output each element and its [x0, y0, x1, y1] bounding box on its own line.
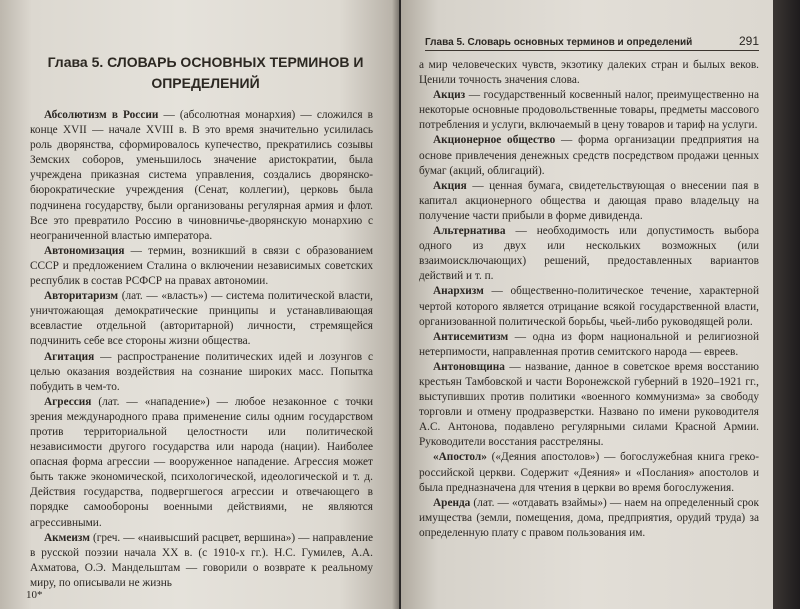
dictionary-entry — [419, 88, 759, 133]
entry-term: Авторитаризм — [44, 290, 119, 303]
footer-signature-mark: 10* — [26, 589, 43, 601]
entry-definition: (лат. — «власть») — система политической власти, уничтожающая демократические принципы и устанавливающая всевластие отдельной (авторитарной) личности, стремящейся подчинить себе все стороны жизни общества. — [30, 290, 373, 348]
entry-definition: — государственный косвенный налог, преимущественно на некоторые основные продовольственные товары, предметы массового потребления и услуги, включаемый в цену товаров и тариф на услуги. — [419, 89, 759, 132]
dictionary-entry — [419, 133, 759, 178]
dictionary-entry — [419, 284, 759, 329]
entry-definition: — форма организации предприятия на основе привлечения денежных средств посредством продажи ценных бумаг (акций, облигаций). — [419, 134, 759, 177]
right-entries — [419, 58, 759, 541]
entry-term: Агрессия — [44, 395, 92, 408]
dictionary-entry — [419, 360, 759, 451]
dictionary-entry — [419, 58, 759, 88]
entry-term: Акционерное общество — [433, 134, 556, 147]
entry-definition: — название, данное в советское время восстанию крестьян Тамбовской и части Воронежской губерний в 1920–1921 гг., выступивших против политики «военного коммунизма» за свободу торговли и отмену продразверстки. Названо по имени руководителя А.С. Антонова, подавлено регулярными силами Красной Армии. Руководители восстания расстреляны. — [419, 360, 759, 449]
entry-term: Анархизм — [433, 285, 484, 298]
entry-term: Аренда — [433, 496, 471, 509]
entry-definition: — (абсолютная монархия) — сложился в конце XVII — начале XVIII в. В это время значительно усилилась роль дворянства, сформировалось купечество, прекратились созывы Земских соборов, уменьшилось значение аристократии, была учреждена приказная система управления, создались дворянско-бюрократические учреждения (Сенат, коллегии), церковь была подчинена государству, были организованы регулярная армия и флот. Все это превратило Россию в чиновничье-дворянскую монархию с неограниченной властью императора. — [30, 109, 374, 242]
page-edge — [773, 0, 800, 609]
entry-definition: а мир человеческих чувств, экзотику далеких стран и былых веков. Ценили точность значения слова. — [419, 59, 759, 87]
entry-definition: (лат. — «нападение») — любое незаконное с точки зрения международного права применение силы одним государством против территориальной целостности или политической независимости другого государства или народа (нации). Наиболее опасная форма агрессии — вооруженное нападение. Агрессия может быть также экономической, психологической, идеологической и т. д. Действия государства, подвергшегося агрессии и отвечающего в порядке самообороны военными действиями, не являются агрессивными. — [30, 395, 373, 529]
entry-term: Антоновщина — [433, 360, 505, 373]
dictionary-entry — [30, 108, 373, 244]
entry-term: Агитация — [44, 350, 95, 363]
dictionary-entry — [30, 244, 373, 289]
entry-definition: (лат. — «отдавать взаймы») — наем на определенный срок имущества (земли, помещения, дома, предприятия, орудий труда) за определенную плату с правом пользования им. — [419, 496, 759, 539]
entry-term: Акциз — [433, 89, 466, 102]
dictionary-entry — [30, 395, 373, 531]
left-page — [0, 0, 399, 609]
dictionary-entry — [30, 531, 373, 591]
entry-definition: («Деяния апостолов») — богослужебная книга греко-российской церкви. Содержит «Деяния» и «Послания» апостолов и была предназначена для чтения в церкви во время богослужения. — [419, 451, 759, 494]
left-entries — [30, 108, 373, 591]
right-page — [401, 0, 773, 609]
entry-definition: (греч. — «наивысший расцвет, вершина») — направление в русской поэзии начала XX в. (с 1910-х гг.). Н.С. Гумилев, А.А. Ахматова, О.Э. Мандельштам — говорили о возврате к реальному миру, по описывали не жизнь — [30, 531, 373, 589]
dictionary-entry — [30, 289, 373, 349]
entry-term: «Апостол» — [433, 451, 487, 464]
entry-definition: — распространение политических идей и лозунгов с целью оказания воздействия на сознание широких масс. Попытка побудить в чем-то. — [30, 350, 373, 393]
running-head — [425, 34, 759, 51]
dictionary-entry — [419, 224, 759, 284]
dictionary-entry — [30, 350, 373, 395]
entry-definition: — общественно-политическое течение, характерной чертой которого является отрицание всякой государственной власти, организованной политической борьбы, чьей-либо руководящей роли. — [419, 285, 759, 328]
entry-term: Акция — [433, 179, 467, 192]
entry-definition: — необходимость или допустимость выбора одного из двух или нескольких возможных (или взаимоисключающих) решений, предоставленных вариантов действий и т. п. — [419, 225, 759, 283]
dictionary-entry — [419, 450, 759, 495]
running-head-title: Глава 5. Словарь основных терминов и определений — [425, 37, 693, 48]
dictionary-entry — [419, 496, 759, 541]
entry-term: Акмеизм — [44, 531, 90, 544]
page-number: 291 — [738, 34, 759, 48]
chapter-title: Глава 5. СЛОВАРЬ ОСНОВНЫХ ТЕРМИНОВ И ОПРЕДЕЛЕНИЙ — [47, 54, 364, 91]
dictionary-entry — [419, 330, 759, 360]
entry-definition: — ценная бумага, свидетельствующая о внесении пая в капитал акционерного общества и дающая право владельцу на получение части прибыли в форме дивиденда. — [419, 179, 759, 222]
entry-term: Абсолютизм в России — [44, 109, 159, 121]
entry-term: Антисемитизм — [433, 330, 509, 343]
dictionary-entry — [419, 179, 759, 224]
entry-term: Автономизация — [44, 244, 125, 257]
entry-definition: — термин, возникший в связи с образованием СССР и предложением Сталина о включении независимых советских республик в состав РСФСР на правах автономии. — [30, 244, 373, 288]
entry-term: Альтернатива — [433, 225, 506, 238]
entry-definition: — одна из форм национальной и религиозной нетерпимости, направленная против семитского народа — евреев. — [419, 330, 759, 358]
